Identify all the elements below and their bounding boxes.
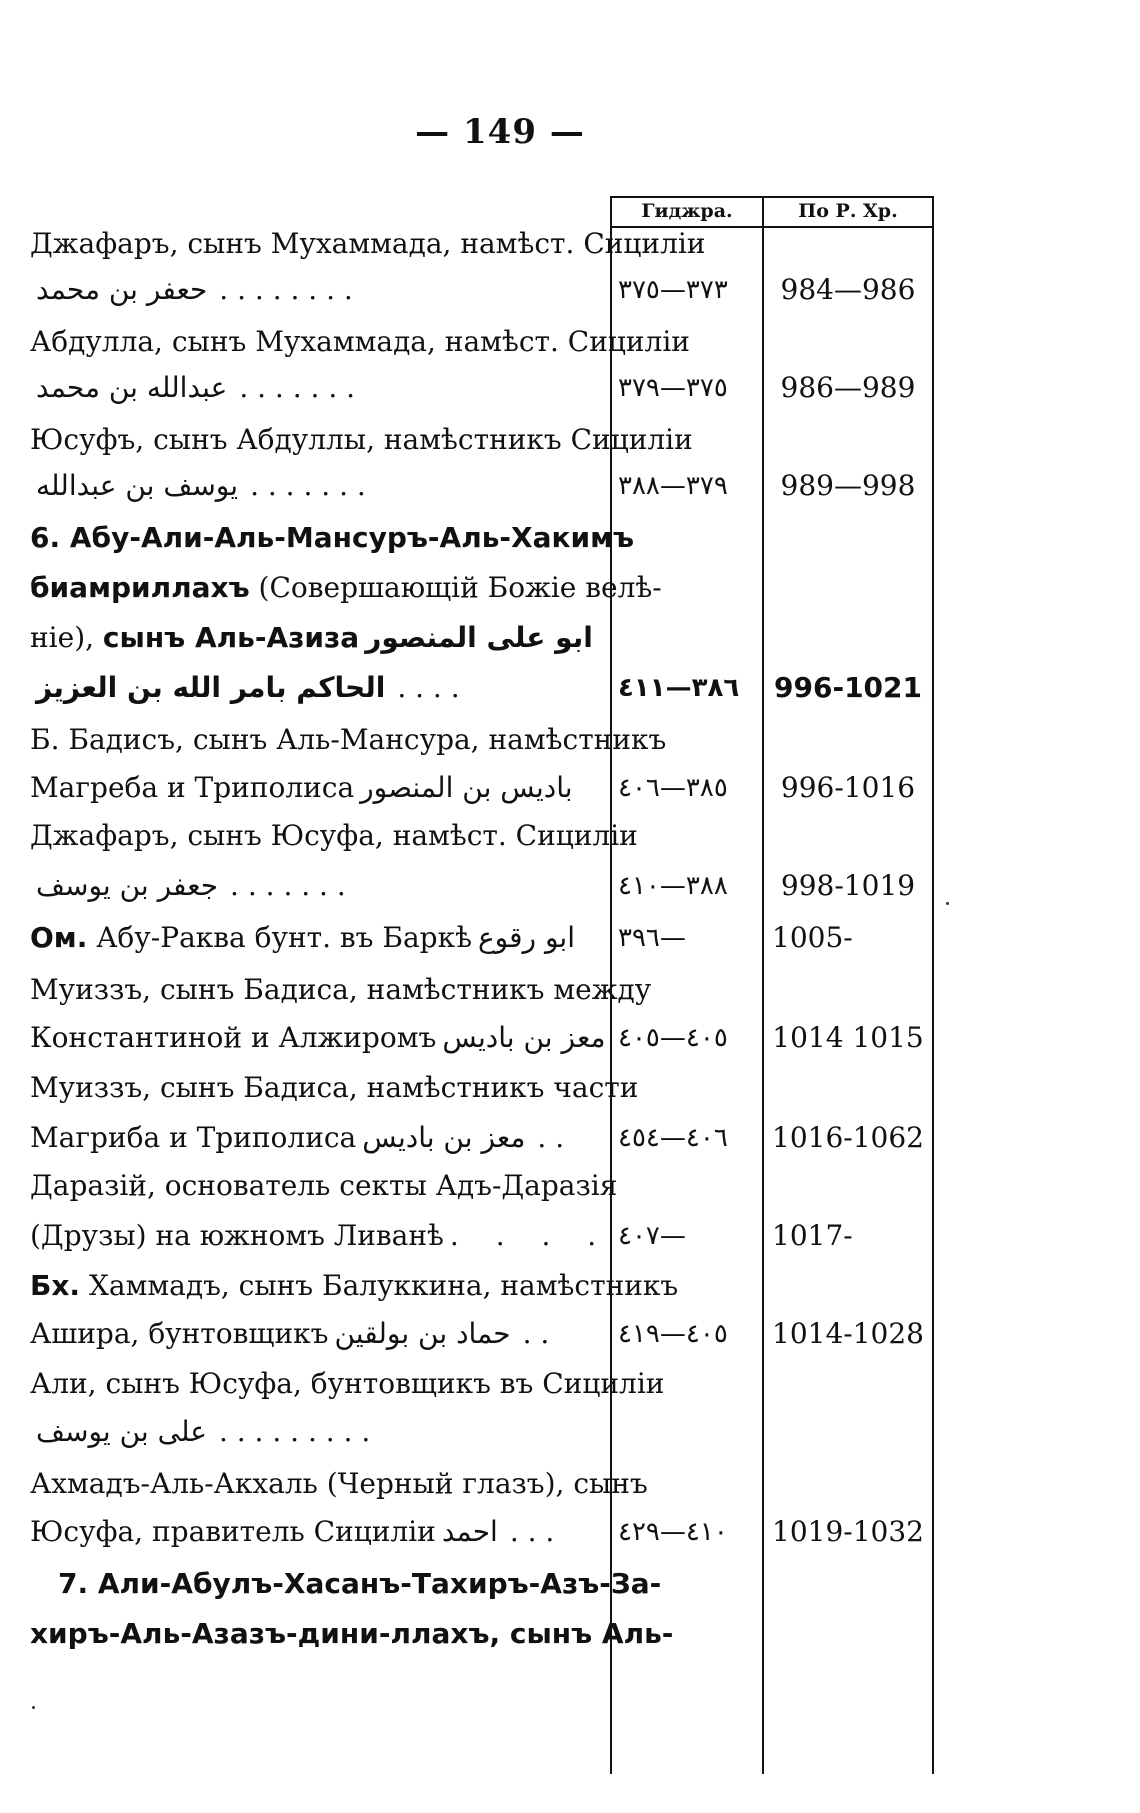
entry-parent-plain: ніе), (30, 621, 103, 654)
arabic-name: يوسف بن عبدالله (36, 469, 239, 502)
leader-dots: . . . . (449, 1219, 611, 1252)
hijra-range: ٤١٠—٤٢٩ (618, 1517, 728, 1547)
page-number: — 149 — (415, 112, 585, 152)
hijra-range: ٤٠٧— (618, 1221, 686, 1251)
table-right-border (932, 196, 934, 1774)
ad-range: 1014 1015 (772, 1021, 924, 1054)
leader-dots: . . (522, 1317, 550, 1350)
entry-title-rest: (Совершающій Божіе велѣ- (249, 571, 662, 604)
entry-parent-bold: сынъ Аль-Азиза (102, 621, 360, 654)
arabic-name: احمد (441, 1515, 498, 1548)
leader-dots: . . . . . . . (230, 869, 346, 902)
entry-region: Юсуфа, правитель Сициліи (30, 1515, 436, 1548)
entry-region-line (30, 1514, 590, 1550)
entry-name: Джафаръ, сынъ Юсуфа, намѣст. Сициліи (30, 819, 638, 852)
arabic-name: عبدالله بن محمد (36, 371, 228, 404)
leader-dots: . . . . . . . . . (218, 1415, 371, 1448)
entry-region-line (30, 1120, 590, 1156)
entry-arabic-line (30, 468, 590, 504)
arabic-name: ابو رقوع (477, 921, 575, 954)
arabic-name: الحاكم بامر الله بن العزيز (36, 671, 386, 704)
hijra-range: ٣٨٥—٤٠٦ (618, 773, 728, 803)
header-hijra: Гиджра. (641, 200, 733, 222)
leader-dots: . . . . (397, 671, 460, 704)
entry-name-continued: хиръ-Аль-Азазъ-дини-ллахъ, сынъ Аль- (30, 1617, 674, 1650)
entry-name-line (30, 1268, 679, 1304)
entry-prefix: Ом. (30, 921, 88, 954)
entry-region-line (30, 1020, 606, 1056)
entry-arabic-line (30, 370, 590, 406)
entry-name: Муиззъ, сынъ Бадиса, намѣстникъ части (30, 1071, 639, 1104)
entry-name: Али, сынъ Юсуфа, бунтовщикъ въ Сициліи (30, 1367, 665, 1400)
arabic-name: على بن يوسف (36, 1415, 207, 1448)
entry-name: Ахмадъ-Аль-Акхаль (Черный глазъ), сынъ (30, 1467, 648, 1500)
hijra-range: ٣٧٥—٣٧٩ (618, 373, 728, 403)
arabic-name: جعفر بن يوسف (36, 869, 219, 902)
arabic-name: ابو على المنصور (365, 621, 593, 654)
ad-range: 1017- (772, 1219, 853, 1252)
entry-region: Ашира, бунтовщикъ (30, 1317, 329, 1350)
arabic-name: حماد بن بولقين (334, 1317, 511, 1350)
entry-region-line (30, 770, 590, 806)
entry-region: Магриба и Триполиса (30, 1121, 357, 1154)
scan-speck (32, 1706, 35, 1709)
ad-range: 1019-1032 (772, 1515, 924, 1548)
ad-range: 1005- (772, 921, 853, 954)
hijra-range: ٤٠٦—٤٥٤ (618, 1123, 728, 1153)
hijra-range: ٣٧٩—٣٨٨ (618, 471, 728, 501)
ad-range: 1016-1062 (772, 1121, 924, 1154)
entry-title-bold: биамриллахъ (30, 571, 250, 604)
leader-dots: . . . . . . . . (219, 273, 353, 306)
hijra-range: ٣٨٨—٤١٠ (618, 871, 728, 901)
header-ad: По Р. Хр. (798, 200, 898, 222)
ad-range: 998-1019 (780, 869, 916, 902)
entry-name: Б. Бадисъ, сынъ Аль-Мансура, намѣстникъ (30, 723, 667, 756)
entry-region-line (30, 1316, 590, 1352)
ad-range: 986—989 (780, 371, 916, 404)
entry-name-line (30, 920, 590, 956)
arabic-name: معز بن باديس (362, 1121, 526, 1154)
leader-dots: . . . . . . . (250, 469, 366, 502)
arabic-name: معز بن باديس (442, 1021, 606, 1054)
arabic-name: باديس بن المنصور (360, 771, 573, 804)
entry-prefix: Бх. (30, 1269, 81, 1302)
hijra-range: ٤٠٥—٤٠٥ (618, 1023, 728, 1053)
entry-name: Хаммадъ, сынъ Балуккина, намѣстникъ (80, 1269, 679, 1302)
entry-name: 6. Абу-Али-Аль-Мансуръ-Аль-Хакимъ (30, 521, 635, 554)
ad-range: 996-1021 (774, 671, 922, 704)
entry-region: (Друзы) на южномъ Ливанѣ (30, 1219, 444, 1252)
ad-range: 996-1016 (780, 771, 916, 804)
entry-arabic-line (30, 868, 590, 904)
entry-arabic-line (30, 272, 590, 308)
ad-range: 989—998 (780, 469, 916, 502)
hijra-range: ٣٨٦—٤١١ (618, 673, 740, 703)
entry-name: Абу-Раква бунт. въ Баркѣ (87, 921, 472, 954)
entry-parent-line (30, 620, 593, 656)
entry-arabic-line (30, 670, 590, 706)
hijra-range: ٣٩٦— (618, 923, 686, 953)
entry-name: Даразій, основатель секты Адъ-Даразія (30, 1169, 618, 1202)
leader-dots: . . . . . . . (239, 371, 356, 404)
ad-range: 984—986 (780, 273, 916, 306)
hijra-range: ٤٠٥—٤١٩ (618, 1319, 728, 1349)
arabic-name: حعفر بن محمد (36, 273, 208, 306)
entry-region: Константиной и Алжиромъ (30, 1021, 437, 1054)
ad-range: 1014-1028 (772, 1317, 924, 1350)
entry-name: 7. Али-Абулъ-Хасанъ-Тахиръ-Азъ-За- (58, 1567, 662, 1600)
entry-name: Муиззъ, сынъ Бадиса, намѣстникъ между (30, 973, 652, 1006)
entry-name: Юсуфъ, сынъ Абдуллы, намѣстникъ Сициліи (30, 423, 693, 456)
entry-region: Магреба и Триполиса (30, 771, 355, 804)
entry-region-line (30, 1218, 611, 1254)
table-top-rule (610, 196, 932, 198)
entry-title-line (30, 570, 662, 606)
scan-speck (946, 902, 949, 905)
leader-dots: . . (537, 1121, 565, 1154)
hijra-range: ٣٧٣—٣٧٥ (618, 275, 728, 305)
leader-dots: . . . (509, 1515, 555, 1548)
entry-name: Джафаръ, сынъ Мухаммада, намѣст. Сициліи (30, 227, 706, 260)
entry-arabic-line (30, 1414, 590, 1450)
entry-name: Абдулла, сынъ Мухаммада, намѣст. Сициліи (30, 325, 690, 358)
